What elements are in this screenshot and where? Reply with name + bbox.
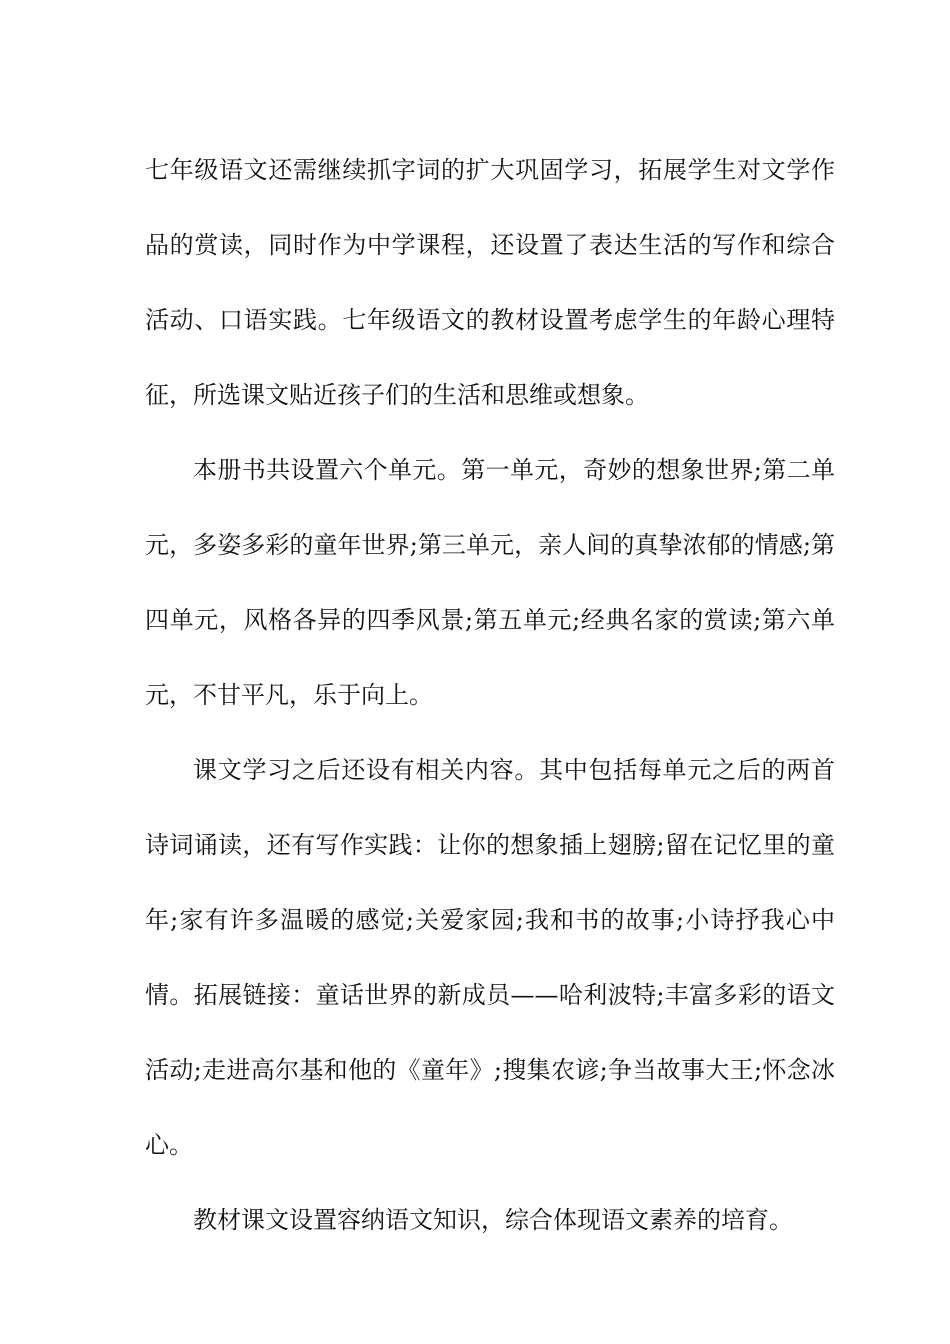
paragraph-2: 本册书共设置六个单元。第一单元，奇妙的想象世界;第二单元，多姿多彩的童年世界;第三单元，亲人间的真挚浓郁的情感;第四单元，风格各异的四季风景;第五单元;经典名家的赏读;第六单元，不甘平凡，乐于向上。	[145, 456, 835, 709]
paragraph-3: 课文学习之后还设有相关内容。其中包括每单元之后的两首诗词诵读，还有写作实践：让你的想象插上翅膀;留在记忆里的童年;家有许多温暖的感觉;关爱家园;我和书的故事;小诗抒我心中情。拓展链接：童话世界的新成员——哈利波特;丰富多彩的语文活动;走进高尔基和他的《童年》;搜集农谚;争当故事大王;怀念冰心。	[145, 756, 835, 1159]
paragraph-4: 教材课文设置容纳语文知识，综合体现语文素养的培育。	[193, 1206, 793, 1234]
paragraph-1: 七年级语文还需继续抓字词的扩大巩固学习，拓展学生对文学作品的赏读，同时作为中学课程，还设置了表达生活的写作和综合活动、口语实践。七年级语文的教材设置考虑学生的年龄心理特征，所选课文贴近孩子们的生活和思维或想象。	[145, 156, 835, 409]
document-body	[145, 133, 835, 1258]
